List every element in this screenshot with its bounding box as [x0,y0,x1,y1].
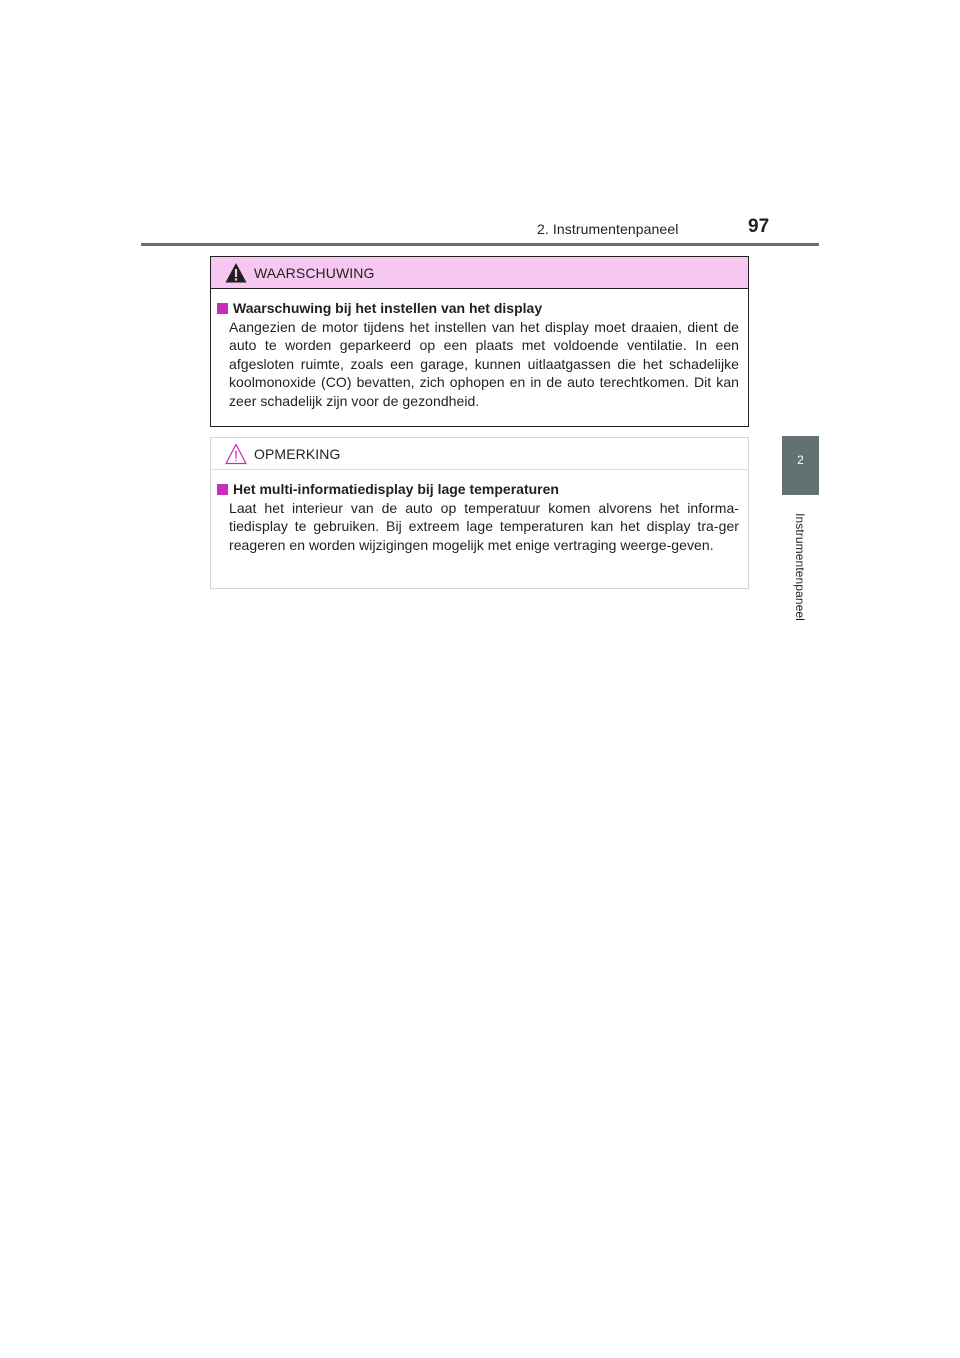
notice-header [211,438,748,470]
square-bullet-icon [217,484,228,495]
notice-body [211,470,748,554]
warning-body [211,289,748,410]
warning-item-title: Waarschuwing bij het instellen van het display [233,300,543,316]
notice-item-heading [217,480,739,498]
warning-item-text: Aangezien de motor tijdens het instellen van het display moet draaien, dient de auto te worden geparkeerd op een plaats met voldoende ventilatie. In een afgesloten ruimte, zoals een garage, kunnen uitlaatgassen die het schadelijke koolmonoxide (CO) bevatten, zich ophopen en in de auto terechtkomen. Dit kan zeer schadelijk zijn voor de gezondheid. [229,319,739,409]
header-rule [141,243,819,246]
warning-triangle-icon [225,262,247,284]
notice-label: OPMERKING [254,446,341,462]
caution-triangle-icon [225,443,247,465]
notice-box [210,437,749,589]
notice-item-title: Het multi-informatiedisplay bij lage temperaturen [233,481,559,497]
square-bullet-icon [217,303,228,314]
warning-item-heading [217,299,739,317]
chapter-title: Instrumentenpaneel [793,513,807,621]
warning-label: WAARSCHUWING [254,265,375,281]
warning-header [211,257,748,289]
chapter-number: 2 [797,453,804,467]
notice-item-text: Laat het interieur van de auto op temperatuur komen alvorens het informa-tiedisplay te gebruiken. Bij extreem lage temperaturen kan het display tra-ger reageren en worden wijzigingen mogelijk met enige vertraging weerge-geven. [229,500,739,553]
section-title: 2. Instrumentenpaneel [537,221,679,237]
page-number: 97 [748,216,770,237]
warning-box [210,256,749,427]
chapter-tab [782,436,819,495]
